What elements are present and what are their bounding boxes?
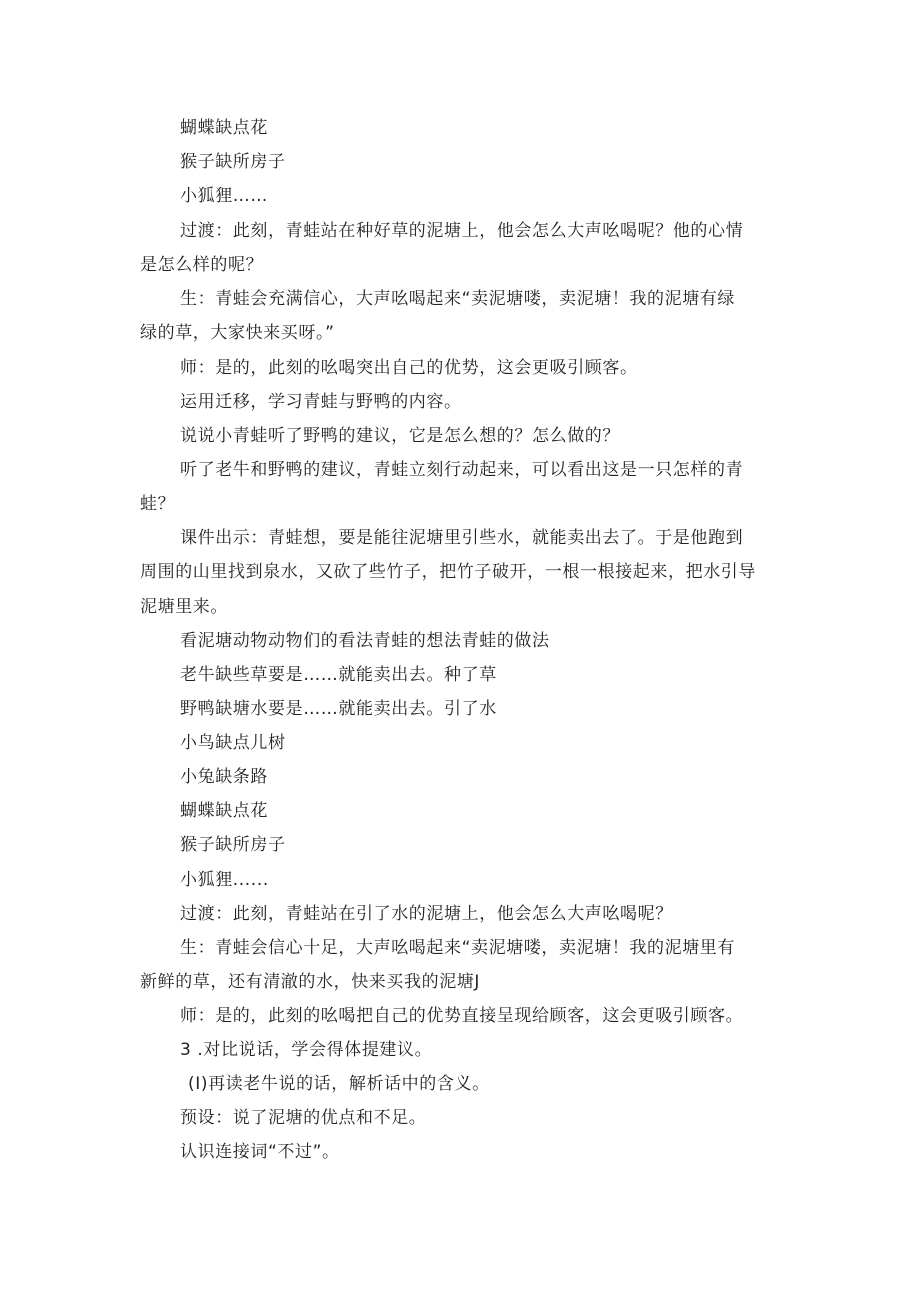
text-line: 过渡：此刻，青蛙站在引了水的泥塘上，他会怎么大声吆喝呢？ [180,904,673,924]
text-line: 听了老牛和野鸭的建议，青蛙立刻行动起来，可以看出这是一只怎样的青 [180,460,744,480]
text-line: 生：青蛙会信心十足，大声吆喝起来“卖泥塘喽，卖泥塘！我的泥塘里有 [180,938,736,958]
text-line: 运用迁移，学习青蛙与野鸭的内容。 [180,392,462,412]
text-line: 师：是的，此刻的吆喝突出自己的优势，这会更吸引顾客。 [180,358,638,378]
text-line: 猴子缺所房子 [180,152,286,172]
text-line: 周围的山里找到泉水，又砍了些竹子，把竹子破开，一根一根接起来，把水引导 [140,562,756,582]
text-line: 小狐狸...... [180,870,269,890]
text-line: 是怎么样的呢？ [140,255,264,275]
text-line: 预设：说了泥塘的优点和不足。 [180,1108,427,1128]
text-line: 师：是的，此刻的吆喝把自己的优势直接呈现给顾客，这会更吸引顾客。 [180,1006,744,1026]
text-line: (I)再读老牛说的话，解析话中的含义。 [188,1074,490,1094]
text-line: 新鲜的草，还有清澈的水，快来买我的泥塘J [140,972,481,992]
text-line: 看泥塘动物动物们的看法青蛙的想法青蛙的做法 [180,631,550,651]
text-line: 绿的草，大家快来买呀。” [140,323,335,343]
text-line: 老牛缺些草要是……就能卖出去。种了草 [180,665,497,685]
text-line: 蛙？ [140,494,176,514]
text-line: 说说小青蛙听了野鸭的建议，它是怎么想的？怎么做的？ [180,426,620,446]
text-line: 野鸭缺塘水要是……就能卖出去。引了水 [180,699,497,719]
text-line: 小狐狸…… [180,186,268,206]
text-line: 蝴蝶缺点花 [180,801,268,821]
text-line: 过渡：此刻，青蛙站在种好草的泥塘上，他会怎么大声吆喝呢？他的心情 [180,221,744,241]
text-line: 课件出示：青蛙想，要是能往泥塘里引些水，就能卖出去了。于是他跑到 [180,528,744,548]
text-line: 小鸟缺点儿树 [180,733,286,753]
text-line: 蝴蝶缺点花 [180,118,268,138]
text-line: 认识连接词“不过”。 [180,1142,340,1162]
text-line: 泥塘里来。 [140,597,228,617]
text-line: 小兔缺条路 [180,767,268,787]
text-line: 3 .对比说话，学会得体提建议。 [180,1040,433,1060]
text-line: 猴子缺所房子 [180,835,286,855]
text-line: 生：青蛙会充满信心，大声吆喝起来“卖泥塘喽，卖泥塘！我的泥塘有绿 [180,289,736,309]
